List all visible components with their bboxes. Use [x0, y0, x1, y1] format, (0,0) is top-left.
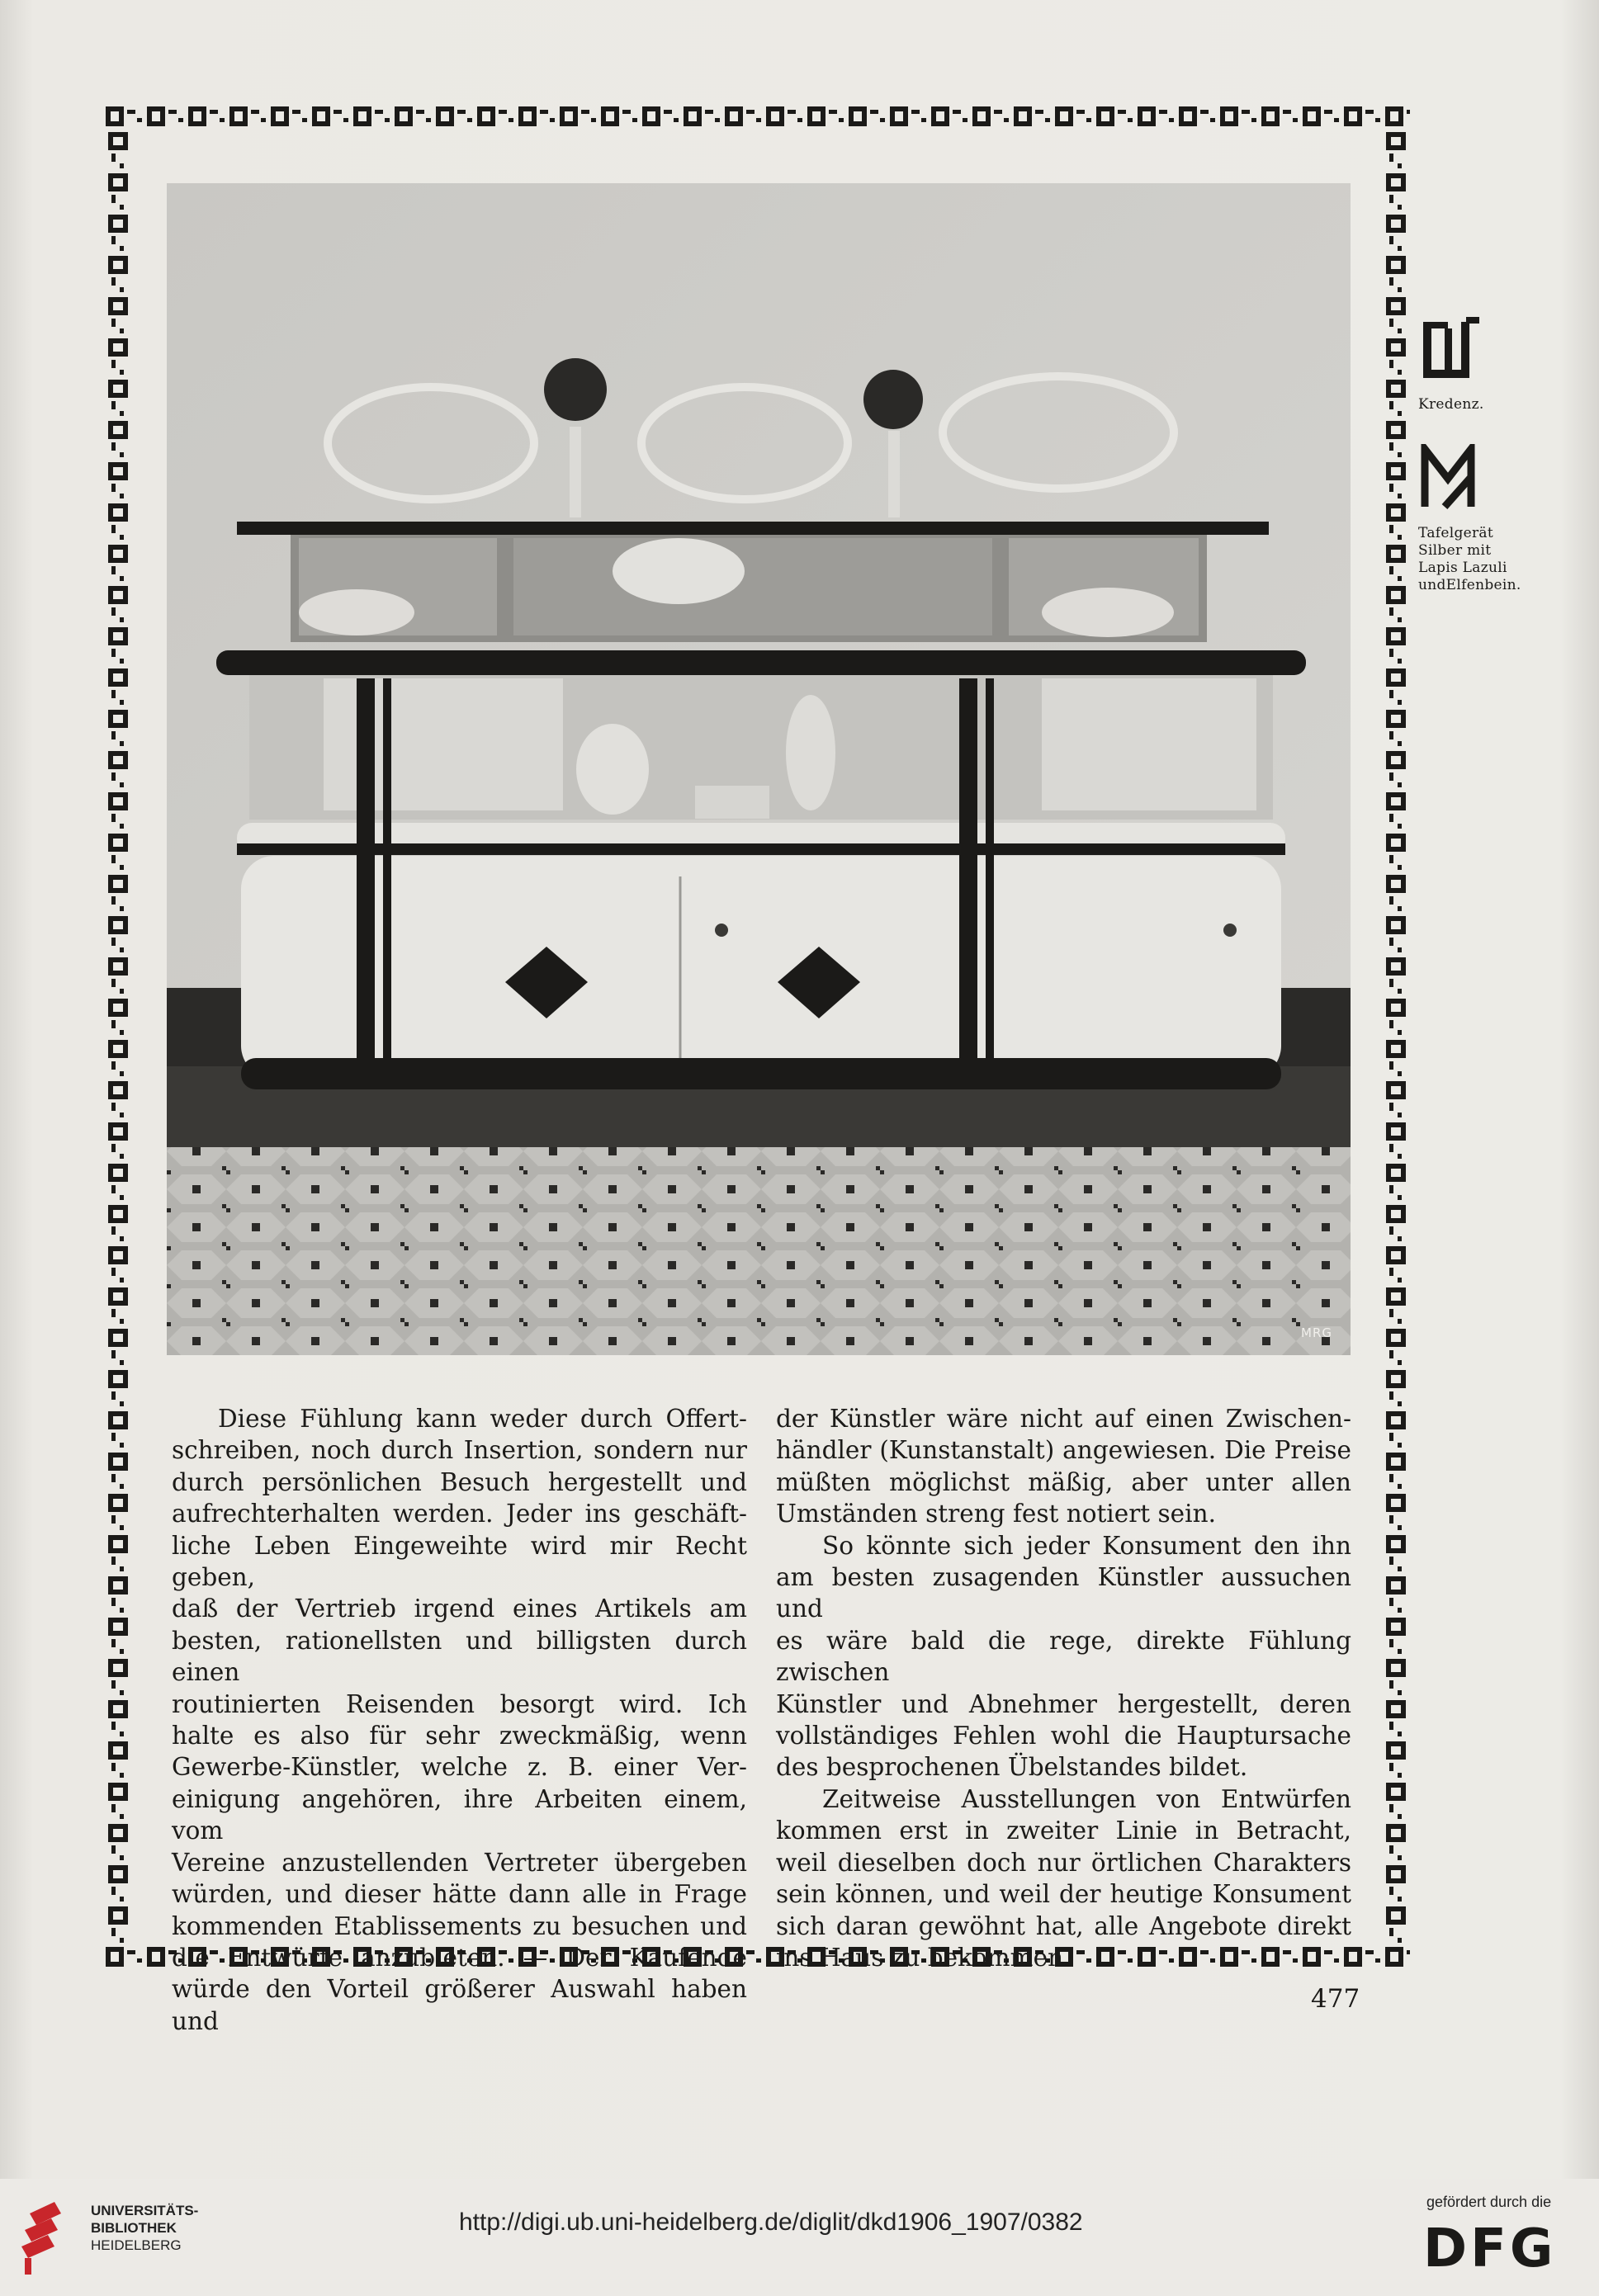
paragraph: [776, 1403, 1351, 1530]
text-line: schreiben, noch durch Insertion, sondern nur: [172, 1436, 747, 1465]
ornamental-border-right: [1382, 130, 1410, 1943]
artist-monogram-top: [1420, 317, 1483, 386]
text-line: halte es also für sehr zweckmäßig, wenn: [172, 1722, 747, 1750]
text-line: ins Haus zu bekommen.: [776, 1943, 1072, 1972]
text-line: Gewerbe-Künstler, welche z. B. einer Ver-: [172, 1753, 747, 1782]
text-line: daß der Vertrieb irgend eines Artikels am: [172, 1594, 747, 1623]
text-line: Zeitweise Ausstellungen von Entwürfen: [822, 1784, 1351, 1813]
library-line: BIBLIOTHEK: [91, 2220, 177, 2236]
text-line: Künstler und Abnehmer hergestellt, deren: [776, 1689, 1351, 1718]
text-line: es wäre bald die rege, direkte Fühlung zwischen: [776, 1626, 1351, 1687]
text-line: sich daran gewöhnt hat, alle Angebote direkt: [776, 1911, 1351, 1940]
caption-line: Tafelgerät: [1418, 525, 1493, 541]
text-line: vollständiges Fehlen wohl die Hauptursache: [776, 1722, 1351, 1750]
sideboard-photograph: [167, 183, 1351, 1355]
text-line: durch persönlichen Besuch hergestellt und: [172, 1467, 747, 1496]
text-line: besten, rationellsten und billigsten durch einen: [172, 1626, 747, 1687]
paragraph: [172, 1403, 747, 2037]
text-line: weil dieselben doch nur örtlichen Charakters: [776, 1848, 1351, 1877]
text-line: So könnte sich jeder Konsument den ihn: [822, 1531, 1351, 1560]
text-line: würden, und dieser hätte dann alle in Frage: [172, 1880, 747, 1909]
paragraph: [776, 1783, 1351, 1973]
text-line: aufrechterhalten werden. Jeder ins geschäft-: [172, 1500, 747, 1528]
library-name: [91, 2202, 198, 2254]
university-library-logo: [18, 2197, 81, 2279]
library-line: UNIVERSITÄTS-: [91, 2203, 199, 2218]
artist-monogram-bottom: [1420, 444, 1483, 513]
library-line: HEIDELBERG: [91, 2237, 182, 2253]
caption-line: undElfenbein.: [1418, 577, 1521, 593]
ornamental-border-top: [104, 102, 1410, 130]
text-line: müßten möglichst mäßig, aber unter allen: [776, 1467, 1351, 1496]
funding-note: gefördert durch die: [1426, 2194, 1552, 2210]
digitization-footer: [0, 2179, 1599, 2296]
photo-signature: MRG: [1301, 1325, 1332, 1340]
side-caption-top: Kredenz.: [1418, 396, 1484, 413]
article-column-left: [172, 1403, 747, 2037]
dfg-logo-text: DFG: [1423, 2218, 1557, 2279]
dfg-logo: [1423, 2220, 1556, 2278]
text-line: Vereine anzustellenden Vertreter übergeben: [172, 1848, 747, 1877]
text-line: liche Leben Eingeweihte wird mir Recht geben,: [172, 1531, 747, 1592]
text-line: routinierten Reisenden besorgt wird. Ich: [172, 1689, 747, 1718]
caption-line: Lapis Lazuli: [1418, 560, 1507, 576]
text-line: der Künstler wäre nicht auf einen Zwischen-: [776, 1405, 1351, 1433]
ornamental-border-left: [104, 130, 132, 1943]
caption-line: Silber mit: [1418, 542, 1492, 559]
text-line: würde den Vorteil größerer Auswahl haben und: [172, 1975, 747, 2035]
paragraph: [776, 1530, 1351, 1783]
text-line: kommen erst in zweiter Linie in Betracht,: [776, 1816, 1351, 1845]
page-number: 477: [1311, 1984, 1360, 2014]
text-line: die Entwürfe anzubieten. — Der Kaufende: [172, 1943, 747, 1972]
text-line: des besprochenen Übelstandes bildet.: [776, 1753, 1248, 1782]
text-line: händler (Kunstanstalt) angewiesen. Die Preise: [776, 1436, 1351, 1465]
side-caption-bottom: [1418, 525, 1521, 594]
text-line: am besten zusagenden Künstler aussuchen und: [776, 1563, 1351, 1623]
text-line: Umständen streng fest notiert sein.: [776, 1500, 1216, 1528]
text-line: kommenden Etablissements zu besuchen und: [172, 1911, 747, 1940]
text-line: Diese Fühlung kann weder durch Offert-: [218, 1405, 747, 1433]
article-column-right: [776, 1403, 1351, 1973]
text-line: sein können, und weil der heutige Konsument: [776, 1880, 1351, 1909]
text-line: einigung angehören, ihre Arbeiten einem, vom: [172, 1784, 747, 1845]
source-url-link[interactable]: http://digi.ub.uni-heidelberg.de/diglit/dkd1906_1907/0382: [459, 2209, 1083, 2236]
